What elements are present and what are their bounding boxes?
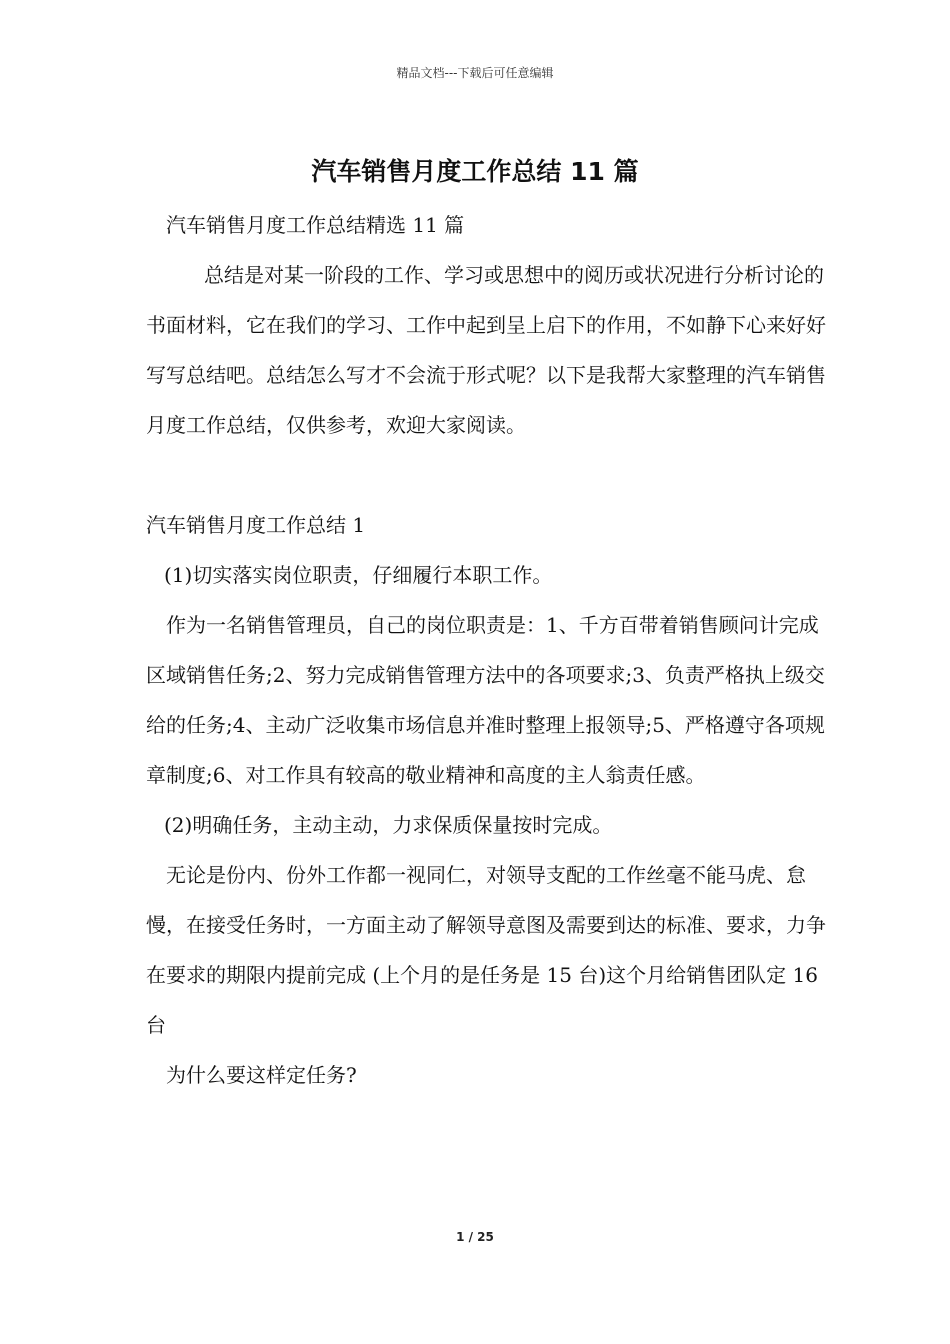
item-1-body: 作为一名销售管理员，自己的岗位职责是：1、千方百带着销售顾问计完成区域销售任务;2、努力完成销售管理方法中的各项要求;3、负责严格执上级交给的任务;4、主动广泛收集市场信息并准时整理上报领导;5、严格遵守各项规章制度;6、对工作具有较高的敬业精神和高度的主人翁责任感。: [146, 613, 825, 787]
document-subtitle: 汽车销售月度工作总结精选 11 篇: [166, 213, 465, 237]
question-paragraph: 为什么要这样定任务?: [166, 1063, 357, 1087]
paragraph-gap: [146, 450, 826, 500]
item-1-heading: (1)切实落实岗位职责，仔细履行本职工作。: [164, 563, 553, 587]
intro-paragraph: 总结是对某一阶段的工作、学习或思想中的阅历或状况进行分析讨论的书面材料，它在我们的学习、工作中起到呈上启下的作用，不如静下心来好好写写总结吧。总结怎么写才不会流于形式呢？以下是我帮大家整理的汽车销售月度工作总结，仅供参考，欢迎大家阅读。: [146, 263, 826, 437]
document-body: [146, 200, 826, 1100]
page-header: 精品文档---下载后可任意编辑: [396, 66, 554, 80]
item-2-heading: (2)明确任务，主动主动，力求保质保量按时完成。: [164, 813, 613, 837]
document-title: 汽车销售月度工作总结 11 篇: [311, 157, 639, 186]
item-2-body: 无论是份内、份外工作都一视同仁，对领导支配的工作丝毫不能马虎、怠慢，在接受任务时，一方面主动了解领导意图及需要到达的标准、要求，力争在要求的期限内提前完成 (上个月的是任务是 15 台)这个月给销售团队定 16 台: [146, 863, 826, 1037]
page-number: 1 / 25: [456, 1230, 494, 1244]
section-heading: 汽车销售月度工作总结 1: [146, 513, 366, 537]
